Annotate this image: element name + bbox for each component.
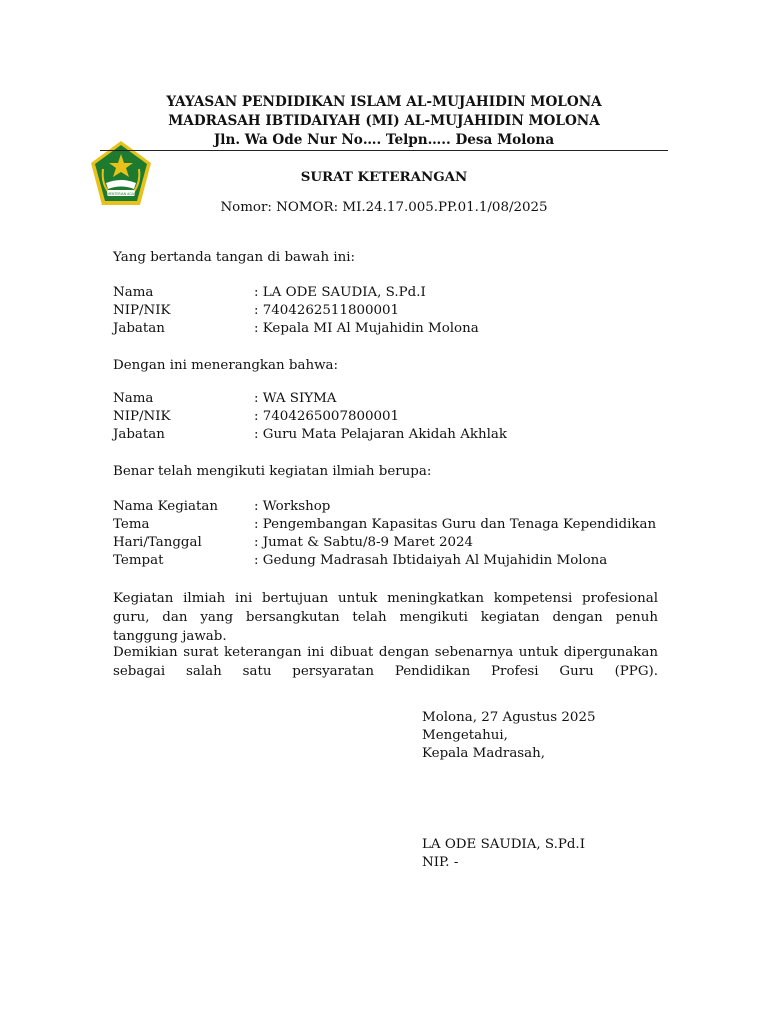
letter-title: SURAT KETERANGAN (300, 169, 468, 185)
school-name: MADRASAH IBTIDAIYAH (MI) AL-MUJAHIDIN MOLONA (168, 113, 600, 129)
foundation-name: YAYASAN PENDIDIKAN ISLAM AL-MUJAHIDIN MOLONA (166, 94, 602, 110)
activity-row-name: Nama Kegiatan : Workshop (113, 499, 331, 514)
purpose-paragraph: Kegiatan ilmiah ini bertujuan untuk meningkatkan kompetensi profesional guru, dan yang bersangkutan telah mengikuti kegiatan dengan penuh tanggung jawab. (113, 591, 658, 644)
letter-number: Nomor: NOMOR: MI.24.17.005.PP.01.1/08/2025 (220, 200, 548, 215)
subject-row-name: Nama : WA SIYMA (113, 391, 337, 406)
subject-row-nip: NIP/NIK : 7404265007800001 (113, 409, 400, 424)
closing-paragraph: Demikian surat keterangan ini dibuat dengan sebenarnya untuk dipergunakan sebagai salah satu persyaratan Pendidikan Profesi Guru (PPG). (113, 645, 658, 679)
subject-details (113, 390, 658, 444)
activity-details (113, 498, 658, 570)
signer-details (113, 284, 658, 338)
place-date: Molona, 27 Agustus 2025 (422, 710, 596, 725)
signer-nip: NIP. - (422, 855, 459, 870)
activity-row-place: Tempat : Gedung Madrasah Ibtidaiyah Al Mujahidin Molona (113, 553, 608, 568)
signer-position-label: Kepala Madrasah, (422, 746, 546, 761)
activity-row-theme: Tema : Pengembangan Kapasitas Guru dan Tenaga Kependidikan (113, 517, 657, 532)
signer-row-nip: NIP/NIK : 7404262511800001 (113, 303, 400, 318)
acknowledged-label: Mengetahui, (422, 728, 508, 743)
school-address: Jln. Wa Ode Nur No…. Telpn….. Desa Molona (213, 132, 555, 148)
activity-intro-text: Benar telah mengikuti kegiatan ilmiah berupa: (113, 464, 432, 479)
intro-text: Yang bertanda tangan di bawah ini: (113, 250, 356, 265)
subject-row-position: Jabatan : Guru Mata Pelajaran Akidah Akhlak (113, 427, 507, 442)
svg-text:KEMENTERIAN AGAMA: KEMENTERIAN AGAMA (103, 192, 139, 196)
activity-row-date: Hari/Tanggal : Jumat & Sabtu/8-9 Maret 2024 (113, 535, 474, 550)
header-divider (100, 150, 668, 151)
declaration-text: Dengan ini menerangkan bahwa: (113, 358, 339, 373)
signer-row-name: Nama : LA ODE SAUDIA, S.Pd.I (113, 285, 426, 300)
signer-name: LA ODE SAUDIA, S.Pd.I (422, 837, 585, 852)
signer-row-position: Jabatan : Kepala MI Al Mujahidin Molona (113, 321, 479, 336)
